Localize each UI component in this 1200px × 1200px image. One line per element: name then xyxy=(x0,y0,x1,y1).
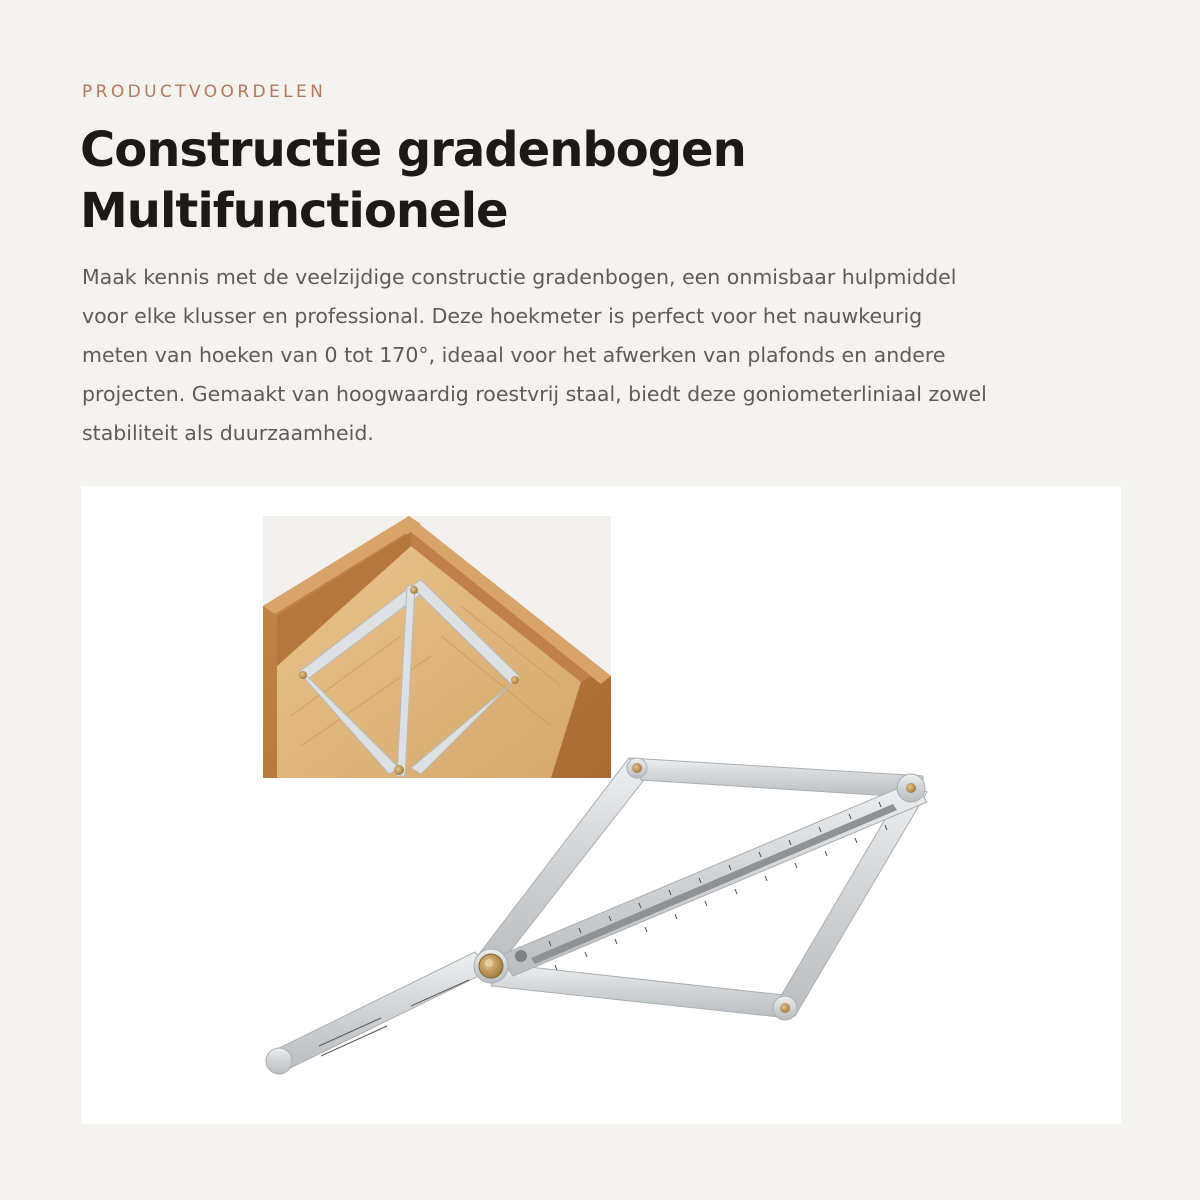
eyebrow-label: PRODUCTVOORDELEN xyxy=(82,82,327,102)
section-description xyxy=(82,258,1122,453)
section-title xyxy=(80,120,746,242)
description-line-3: meten van hoeken van 0 tot 170°, ideaal voor het afwerken van plafonds en andere xyxy=(82,343,946,367)
angle-finder-tool-icon xyxy=(266,758,927,1074)
product-image-card xyxy=(81,486,1121,1124)
angle-finder-product-photo-icon xyxy=(81,486,1121,1124)
section-title-line-1: Constructie gradenbogen xyxy=(80,122,746,178)
description-line-4: projecten. Gemaakt van hoogwaardig roestvrij staal, biedt deze goniometerliniaal zowel xyxy=(82,382,987,406)
description-line-5: stabiliteit als duurzaamheid. xyxy=(82,421,374,445)
wooden-box-corner-photo-icon xyxy=(263,516,611,778)
section-title-line-2: Multifunctionele xyxy=(80,183,508,239)
description-line-2: voor elke klusser en professional. Deze hoekmeter is perfect voor het nauwkeurig xyxy=(82,304,923,328)
description-line-1: Maak kennis met de veelzijdige constructie gradenbogen, een onmisbaar hulpmiddel xyxy=(82,265,957,289)
